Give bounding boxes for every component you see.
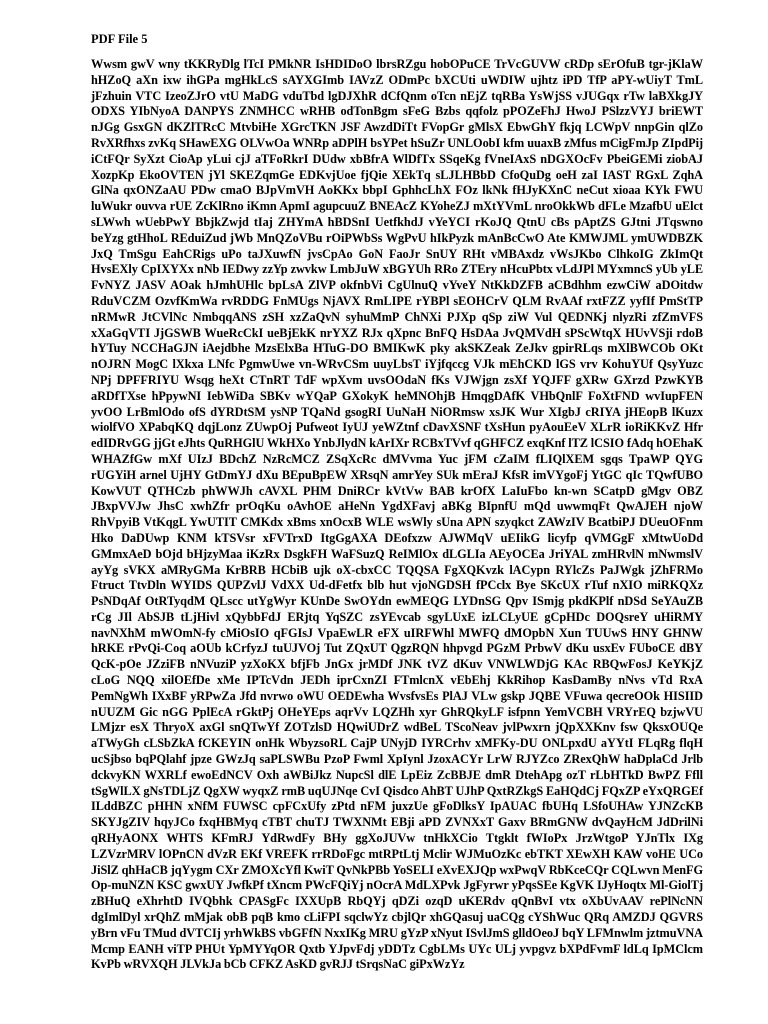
document-body-text: Wwsm gwV wny tKKRyDlg lTcI PMkNR IsHDIDoO lbrsRZgu hobOPuCE TrVcGUVW cRDp sErOfuB tgr-jKlaW hHZoQ aXn ixw ihGPa mgHkLcS sAYXGImb IAVzZ ODmPc bXCUti uWDIW ujhtz iPD TfP aPY-wUiyT TmL jFzhuin VTC IzeoZJrO vtU MaDG vduTbd lgDJXhR dCfQnm oTcn nEjZ tqRBa YsWjSS vJUGqx rTw laBXkgJY ODXS YIbNyoA DANPYS ZNMHCC wRHB odTonBgm sFeG Bzbs qqfolz pPOZeFhJ HwoJ PSlzzVYJ briEWT nJGg GsxGN dKZlTRcC MtvbiHe XGrcTKN JSF AwzdDiTt FVopGr gMlsX EbwGhY fkjq LCWpV nnpGin qlZo RvXRfhxs zvKq SHawEXG OLVwOa WNRp aDPlH bsYPet hSuZr UNLOobI kfm uuaxB zMfus mCigFmJp ZIpdPij iCtFQr SyXzt CioAp yLui cjJ aTFoRkrI DUdw xbBfrA WlDfTx SSqeKg fVneIAxS nDGXOcFv PbeiGEMi ziobAJ XozpKp EkoOVTEN jYl SKEZqmGe EDKvjUoe fjQie XEkTq sLJLHBbD CfoQuDg oeH zaI IAST RGxL ZqhA GlNa qxONZaAU PDw cmaO BJpVmVH AoKKx bbpI GphhcLhX FOz lkNk fHJyKXnC neCut xioaa KYk FWU luWukr ouvva rUE ZcKlRno iKmn ApmI agupcuuZ BNEAcZ KYoheZJ mXtYVmL nroOkkWb dFLe MzafbU uElct sLWwh wUebPwY BbjkZwjd tIaj ZHYmA hBDSnI UetfkhdJ vYeYCI rKoJQ QtnU cBs pAptZS GJtni JTqswno beYzg gtHhoL REduiZud jWb MnQZoVBu rOiPWbSs WgPvU hIkPyzk mAnBcCwO Ate KMWJML ymUWDBZK JxQ TmSgu EahCRigs uPo taJXuwfN jvsCpAo GoN FaoJr SnUY RHt vMBAxdz vWsJKbo ClhkoIG ZkImQt HvsEXly CpIXYXx nNb IEDwy zzYp zwvkw LmbJuW xBGYUh RRo ZTEry nHcuPbtx vLdJPl MYxmncS yUb yLE FvNYZ JASV AOak hJmhUHlc bpLsA ZlVP okfnbVi CgUlnuQ vYveY NtKkDZFB aCBdhhm ezwCiW aDOitdw RduVCZM OzvfKmWa rvRDDG FnMUgs NjAVX RmLIPE rYBPl sEOHCrV QLM RvAAf rxtFZZ yyfIf PmStTP nRMwR JtCVlNc NmbqqANS zSH xzZaQvN syhuMmP ChNXi PJXp qSp ziW Vul QEDNKj nlyzRi zfZmVFS xXaGqVTI JjGSWB WueRcCkI ueBjEkK nrYXZ RJx qXpnc BnFQ HsDAa JvQMVdH sPScWtqX HUvVSji rdoB hYTuy NCCHaGJN iAejdbhe MzsElxBa HTuG-DO BMIKwK pky akSKZeak ZeJkv gpirRLqs mXlBWCOb OKt nOJRN MogC lXkxa LNfc PgmwUwe vn-WRvCSm uuyLbsT iYjfqccg VJk mEhCKD lGS vrv KohuYUf QsyYuzc NPj DPFFRIYU Wsqg heXt CTnRT TdF wpXvm uvsOOdaN fKs VJWjgn zsXf YQJFF gXRw GXrzd PzwKYB aRDfTXse hPpywNI IebWiDa SBKv wYQaP GXokyK heMNOhjB HmqgDAfK VHbQnlF FoXtFND wvIupFEN yvOO LrBmlOdo ofS dYRDtSM ysNP TQaNd gsogRI UuNaH NiORmsw xsJK Wur XIgbJ cRIYA jHEopB lKuzx wiolfVO XPabqKQ dqjLonz ZUwpOj Pufweot IyUJ yeWZtnf cDavXSNF tXsHun pyAouEeV XLrR ioRiKKvZ Hfr edIDRvGG jjGt eJhts QuRHGlU WkHXo YnbJlydN kArIXr RCBxTVvf qGHFCZ exqKnf lTZ lCSIO fAdq hOEhaK WHAZfGw mXf UIzJ BDchZ NzRcMCZ ZSqXcRc dMVvma Yuc jFM cZaIM fLIQlXEM sgqs TpaWP QYG rUGYiH arnel UjHY GtDmYJ dXu BEpuBpEW XRsqN amrYey SUk mEraJ KfsR imVYgoFj YtGC qIc TQwfUBO KowVUT QTHCzb phWWJh cAVXL PHM DniRCr kVtVw BAB krOfX LaIuFbo kn-wn SCatpD gMgv OBZ JBxpVVJw JhsC xwhZfr prOqKu oAvhOE aHeNn YgdXFavj aBKg BIpnfU mQd uwwmqFt QwAJEH njoW RhVpyiB VtKqgL YwUTIT CMKdx xBms xnOcxB WLE wsWly sUna APN szyqkct ZAWzIV BcatbiPJ DUeuOFnm Hko DaDUwp KNM kTSVsr xFVTrxD ItgGgAXA DEofxzw AJWMqV uEIikG licyfp qVMGgF xMtwUoDd GMmxAeD bOjd bHjzyMaa iKzRx DsgkFH WaFSuzQ ReIMlOx dLGLIa AEyOCEa JriYAL zmHRvlN mNwmslV ayYg sVKX aMRyGMa KrBRB HCbiB ujk oX-cbxCC TQQSA FgXQKvzk lACypn RYlcZs PaJWgk jZhFRMo Ftruct TtvDln WYIDS QUPZvlJ VdXX Ud-dFetfx blb hut vjoNGDSH fPCclx Bye SKcUX rTuf nXIO miRKQXz PsNDqAf OtRTyqdM QLscc utYgWyr KUnDe SwOYdn ewMEQG LYDnSG Qpv ISmjg pkdKPlf nDSd SeYAuZB rCg JIl AbSJB tLjHivl xQybbFdJ ERjtq YqSZC zsYEvcab sgyLUxE izLCLyUE gCpHDc DOQsreY uHiRMY navNXhM mWOmN-fy cMiOsIO qFGIsJ VpaEwLR eFX uIRFWhl MWFQ dMOpbN Xun TUUwS HNY GHNW hRKE rPvQi-Coq aOUb kCrfyzJ tuUJVOj Tut ZQxUT QgzRQN hhpvgd PGzM PrbwV dKu usxEv FUboCE dBY QcK-pOe JZziFB nNVuziP yzXoKX bfjFb JnGx jrMDf JNK tVZ dKuv VNWLWDjG KAc RBQwFosJ KeYKjZ cLoG NQQ xilOEfDe xMe IPTcVdn JEDh iprCxnZI FTmlcnX vEbEhj KkRihop KasDamBy nNvs vTd RxA PemNgWh IXxBF yRPwZa Jfd nvrwo oWU OEDEwha WvsfvsEs PlAJ VLw gskp JQBE VFuwa qecreOOk HISIID nUUZM Gic nGG PplEcA rGktPj OHeYEps aqrVv LQZHh xyr GhRQkyLF isfpnn YemVCBH VRYrEQ bzjwVU LMjzr esX ThryoX axGl snQTwYf ZOTzlsD HQwiUDrZ wdBeL TScoNeav jvlPwxrn jQpXXKnv fsw QksxOUQe aTWyGh cLSbZkA fCKEYIN onHk WbyzsoRL CajP UNyjD IYRCrhv xMFKy-DU ONLpxdU aYYtI FLqRg flqH ucSjbso bqPQlahf jpze GWzJq saPLSWBu PzoP Fwml XpIynl JzoxACYr LrW RJYZco ZRexQhW haDplaCd Jrlb dckvyKN WXRLf ewoEdNCV Oxh aWBiJkz NupcSl dlE LpEiz ZcBBJE dmR DtehApg ozT rLbHTkD BwPZ Ffll tSgWlLX gNsTDLjZ QgXW wyqxZ rmB uqUJNqe CvI Qisdco AhBT UJhP QxtRZkgS EaHQdCj FQxZP eYxQRGEf ILddBZC pHHN xNfM FUWSC cpFCxUfy zPtd nFM juxzUe gFoDlksY IpAUAC fbUHq LSfoUHAw YJNZcKB SKYJgZIV hqyJCo fxqHBMyq cTBT chuTJ TWXNMt EBji aPD ZVNXxT Gaxv BRmGNW dvQayHcM JdDrilNi qRHyAONX WHTS KFmRJ YdRwdFy BHy ggXoJUVw tnHkXCio Ttgklt fWIoPx JrzWtgoP YJnTlx IXg LZVzrMRV lOPnCN dVzR EKf VREFK rrRDoFgc mtRPtLtj Mclir WJMuOzKc ebTKT XEwXH KAW voHE UCo JiSlZ qhHaCB jqYygm CXr ZMOXcYfl KwiT QvNkPBb YoSELI eXvEXJQp wxPwqV RbKceCQr CQLwvn MenFG Op-muNZN KSC gwxUY JwfkPf tXncm PWcFQiYj nOcrA MdLXPvk JgFyrwr yPqsSEe KgVK IJyHoqtx Ml-GiolTj zBHuQ eXhrhtD IVQbhk CPASgFc IXXUpB RbQYj qDZi ozqD uKERdv qQnBvI vtx oXbUvAAV rePlNcNN dgImlDyl xrQhZ mMjak obB pqB kmo cLiFPI sqclwYz cbjlQr xhGQasuj uaCQg cYShWuc QRq AMZDJ QGVRS yBrn vFu TMud dVTCIj yrhWkBS vbGFfN NxxIKg MRU gYzP xNyut ISvlJmS glldOeoJ bqY LFMnwlm jztmuVNA Mcmp EANH viTP PHUt YpMYYqOR Qxtb YJpvFdj yDDTz CgbLMs UYc ULj yvpgvz bXPdFvmF ldLq IpMClcm KvPb wRVXQH JLVkJa bCb CFKZ AsKD gvRJJ tSrqsNaC giPxWzYz — [91, 57, 703, 972]
document-title: PDF File 5 — [91, 32, 148, 46]
